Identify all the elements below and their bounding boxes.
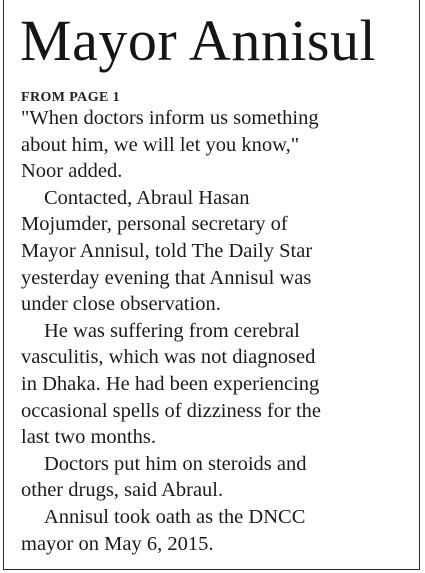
article-line: He was suffering from cerebral [44,319,300,342]
article-body [21,105,416,557]
article-line: Annisul took oath as the DNCC [44,505,306,528]
article-line: Contacted, Abraul Hasan [44,186,250,209]
article-line: vasculitis, which was not diagnosed [21,346,316,369]
article-line: under close observation. [21,293,221,316]
article-line: Noor added. [21,160,123,183]
article-line: in Dhaka. He had been experiencing [21,372,320,395]
article-line: mayor on May 6, 2015. [21,532,214,555]
article-line: Mayor Annisul, told The Daily Star [21,239,313,262]
article-line: occasional spells of dizziness for the [21,399,322,422]
article-line: about him, we will let you know," [21,133,300,156]
article-line: last two months. [21,426,156,449]
article-line: "When doctors inform us something [21,107,319,129]
article-line: Mojumder, personal secretary of [21,213,288,236]
article-line: other drugs, said Abraul. [21,479,224,502]
headline: Mayor Annisul [20,8,377,73]
jump-label: FROM PAGE 1 [21,90,121,105]
article-line: yesterday evening that Annisul was [21,266,312,289]
newspaper-clipping [3,0,420,570]
article-line: Doctors put him on steroids and [44,452,307,475]
